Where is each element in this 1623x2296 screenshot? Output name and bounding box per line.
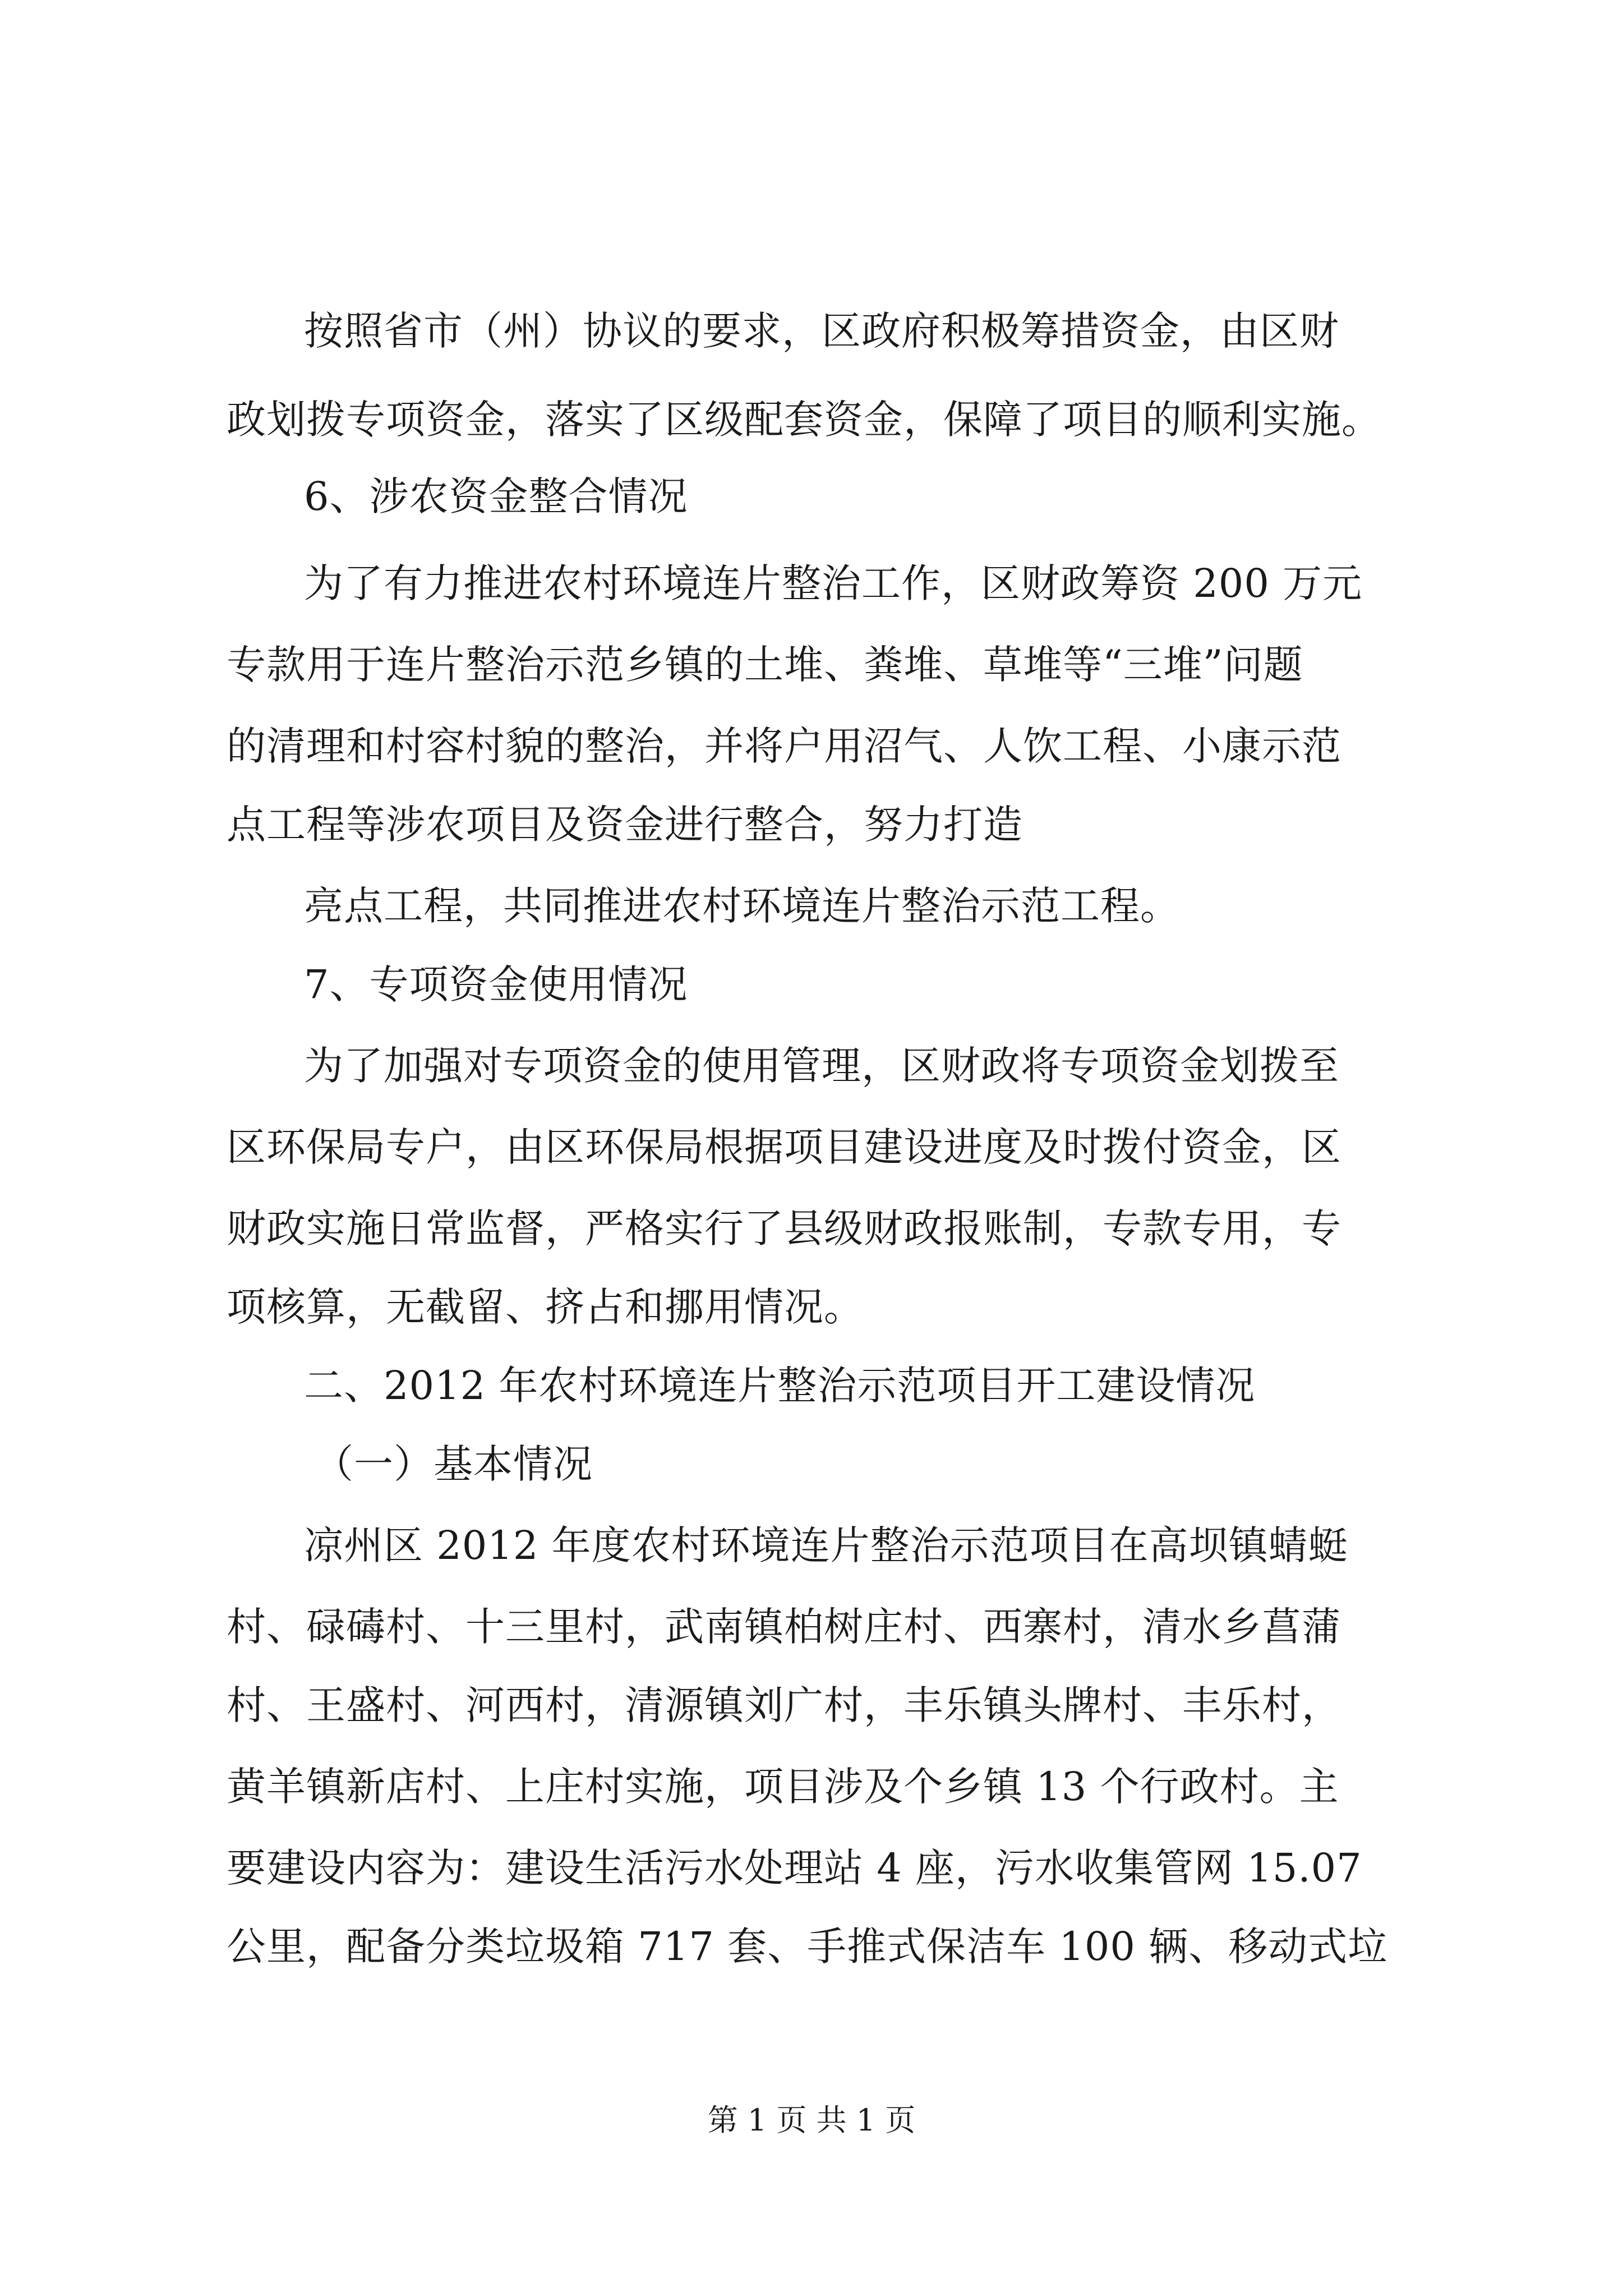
paragraph-line: 为了有力推进农村环境连片整治工作，区财政筹资 200 万元 — [304, 560, 1363, 606]
paragraph-line: 财政实施日常监督，严格实行了县级财政报账制，专款专用，专 — [227, 1205, 1341, 1251]
paragraph-line: 公里，配备分类垃圾箱 717 套、手推式保洁车 100 辆、移动式垃 — [227, 1924, 1388, 1970]
paragraph-line: 的清理和村容村貌的整治，并将户用沼气、人饮工程、小康示范 — [227, 723, 1341, 769]
paragraph-line: 黄羊镇新店村、上庄村实施，项目涉及个乡镇 13 个行政村。主 — [227, 1764, 1339, 1810]
paragraph-line: 凉州区 2012 年度农村环境连片整治示范项目在高坝镇蜻蜓 — [304, 1522, 1348, 1568]
paragraph-line: 专款用于连片整治示范乡镇的土堆、粪堆、草堆等“三堆”问题 — [227, 642, 1303, 688]
paragraph-line: 政划拨专项资金，落实了区级配套资金，保障了项目的顺利实施。 — [227, 397, 1381, 443]
paragraph-line: 项核算，无截留、挤占和挪用情况。 — [227, 1284, 864, 1330]
paragraph-line: 要建设内容为：建设生活污水处理站 4 座，污水收集管网 15.07 — [227, 1845, 1362, 1891]
section-heading: 二、2012 年农村环境连片整治示范项目开工建设情况 — [304, 1363, 1256, 1409]
subsection-heading: （一）基本情况 — [314, 1441, 593, 1487]
section-heading: 7、专项资金使用情况 — [304, 961, 688, 1007]
paragraph-line: 亮点工程，共同推进农村环境连片整治示范工程。 — [304, 883, 1180, 929]
paragraph-line: 为了加强对专项资金的使用管理，区财政将专项资金划拨至 — [304, 1043, 1339, 1089]
page-footer: 第 1 页 共 1 页 — [707, 2102, 916, 2138]
paragraph-line: 区环保局专户，由区环保局根据项目建设进度及时拨付资金，区 — [227, 1124, 1341, 1170]
section-heading: 6、涉农资金整合情况 — [304, 473, 688, 519]
paragraph-line: 村、碌碡村、十三里村，武南镇柏树庄村、西寨村，清水乡菖蒲 — [227, 1604, 1341, 1650]
paragraph-line: 按照省市（州）协议的要求，区政府积极筹措资金，由区财 — [304, 308, 1339, 354]
paragraph-line: 村、王盛村、河西村，清源镇刘广村，丰乐镇头牌村、丰乐村， — [227, 1682, 1341, 1728]
paragraph-line: 点工程等涉农项目及资金进行整合，努力打造 — [227, 802, 1023, 848]
